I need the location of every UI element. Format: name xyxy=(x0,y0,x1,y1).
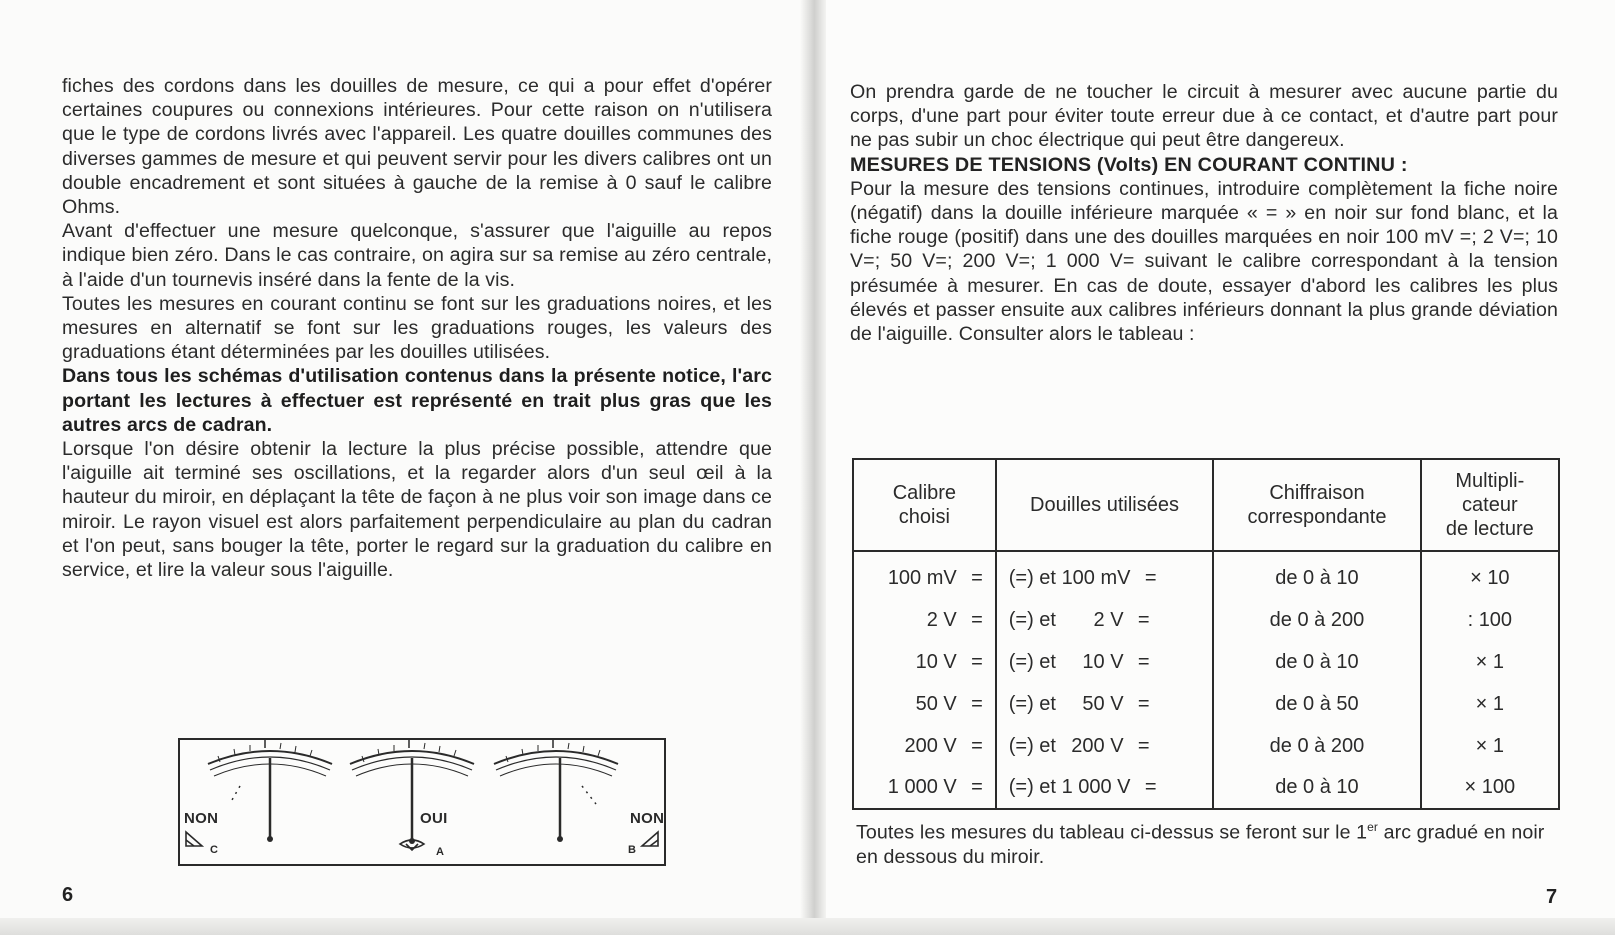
table-row: 200 V = (=) et 200 V = de 0 à 200 × 1 xyxy=(853,725,1559,767)
paragraph-bold-note xyxy=(62,364,772,437)
label-oui: OUI xyxy=(420,810,448,827)
bold-note-text: Dans tous les schémas d'utilisation contenus dans la présente notice, l'arc portant les lectures à effectuer est représenté en trait plus gras que les autres arcs de cadran. xyxy=(62,365,772,436)
paragraph-precise-reading: Lorsque l'on désire obtenir la lecture la plus précise possible, attendre que l'aiguille ait terminé ses oscillations, et la regarder alors d'un seul œil à la hauteur du miroir, en déplaçant la tête de façon à ne plus voir son image dans ce miroir. Le rayon visuel est alors parfaitement perpendiculaire au plan du cadran et l'on peut, sans bouger la tête, porter le regard sur la graduation du calibre en service, et lire la valeur sous l'aiguille. xyxy=(62,438,772,582)
label-non-right: NON xyxy=(630,810,665,827)
eye-icon-left xyxy=(186,832,202,846)
paragraph-dc-voltage: Pour la mesure des tensions continues, introduire complètement la fiche noire (négatif) dans la douille inférieure marquée « = » en noir sur fond blanc, et la fiche rouge (positif) dans une des douilles marquées en noir 100 mV =; 2 V=; 10 V=; 50 V=; 200 V=; 1 000 V= suivant le calibre correspondant à la tension présumée à mesurer. En cas de doute, essayer d'abord les calibres les plus élevés et passer ensuite aux calibres inférieurs donnant la plus grande déviation de l'aiguille. Consulter alors le tableau : xyxy=(850,177,1558,346)
header-douilles: Douilles utilisées xyxy=(996,459,1214,551)
table-row: 2 V = (=) et 2 V = de 0 à 200 : 100 xyxy=(853,599,1559,641)
table-row: 10 V = (=) et 10 V = de 0 à 10 × 1 xyxy=(853,641,1559,683)
section-heading: MESURES DE TENSIONS (Volts) EN COURANT CONTINU : xyxy=(850,153,1408,176)
page-bottom-edge xyxy=(0,918,1615,935)
page-number-left: 6 xyxy=(62,884,74,906)
mark-b: B xyxy=(628,844,636,856)
dial-center xyxy=(350,740,474,840)
eye-icon-right xyxy=(642,832,658,846)
dial-left xyxy=(208,740,332,838)
header-calibre: Calibre choisi xyxy=(853,459,996,551)
dial-reading-diagram xyxy=(178,738,666,866)
paragraph-cordons: fiches des cordons dans les douilles de mesure, ce qui a pour effet d'opérer certaines coupures ou connexions intérieures. Pour cette raison on n'utilisera que le type de cordons livrés avec l'appareil. Les quatre douilles communes des diverses gammes de mesure et qui peuvent servir pour les divers calibres ont un double encadrement et sont situées à gauche de la remise à 0 sauf le calibre Ohms. xyxy=(62,75,772,219)
left-page-text xyxy=(62,74,772,582)
book-gutter xyxy=(800,0,826,935)
paragraph-zero-check: Avant d'effectuer une mesure quelconque, s'assurer que l'aiguille au repos indique bien zéro. Dans le cas contraire, on agira sur sa remise au zéro centrale, à l'aide d'un tournevis inséré dans la fente de la vis. xyxy=(62,220,772,291)
voltage-range-table xyxy=(852,458,1560,810)
right-page-text xyxy=(850,80,1558,346)
dial-diagram-svg xyxy=(180,740,664,864)
dial-right xyxy=(494,740,618,838)
table-header-row xyxy=(853,459,1559,551)
paragraph-graduations: Toutes les mesures en courant continu se font sur les graduations noires, et les mesures en alternatif se font sur les graduations rouges, les valeurs des graduations étant déterminées par les douilles utilisées. xyxy=(62,292,772,364)
mark-a: A xyxy=(436,846,444,858)
label-non-left: NON xyxy=(184,810,219,827)
paragraph-safety: On prendra garde de ne toucher le circuit à mesurer avec aucune partie du corps, d'une part pour éviter toute erreur due à ce contact, et d'autre part pour ne pas subir un choc électrique qui peut être dangereux. xyxy=(850,81,1558,152)
table-row: 1 000 V = (=) et 1 000 V = de 0 à 10 × 100 xyxy=(853,767,1559,809)
table-row: 50 V = (=) et 50 V = de 0 à 50 × 1 xyxy=(853,683,1559,725)
header-chiffraison: Chiffraison correspondante xyxy=(1213,459,1420,551)
header-multiplicateur: Multipli- cateur de lecture xyxy=(1421,459,1559,551)
mark-c: C xyxy=(210,844,218,856)
table-row: 100 mV = (=) et 100 mV = de 0 à 10 × 10 xyxy=(853,551,1559,599)
table-footnote: Toutes les mesures du tableau ci-dessus se feront sur le 1er arc gradué en noir en dessous du miroir. xyxy=(856,820,1545,868)
page-number-right: 7 xyxy=(1546,886,1558,908)
